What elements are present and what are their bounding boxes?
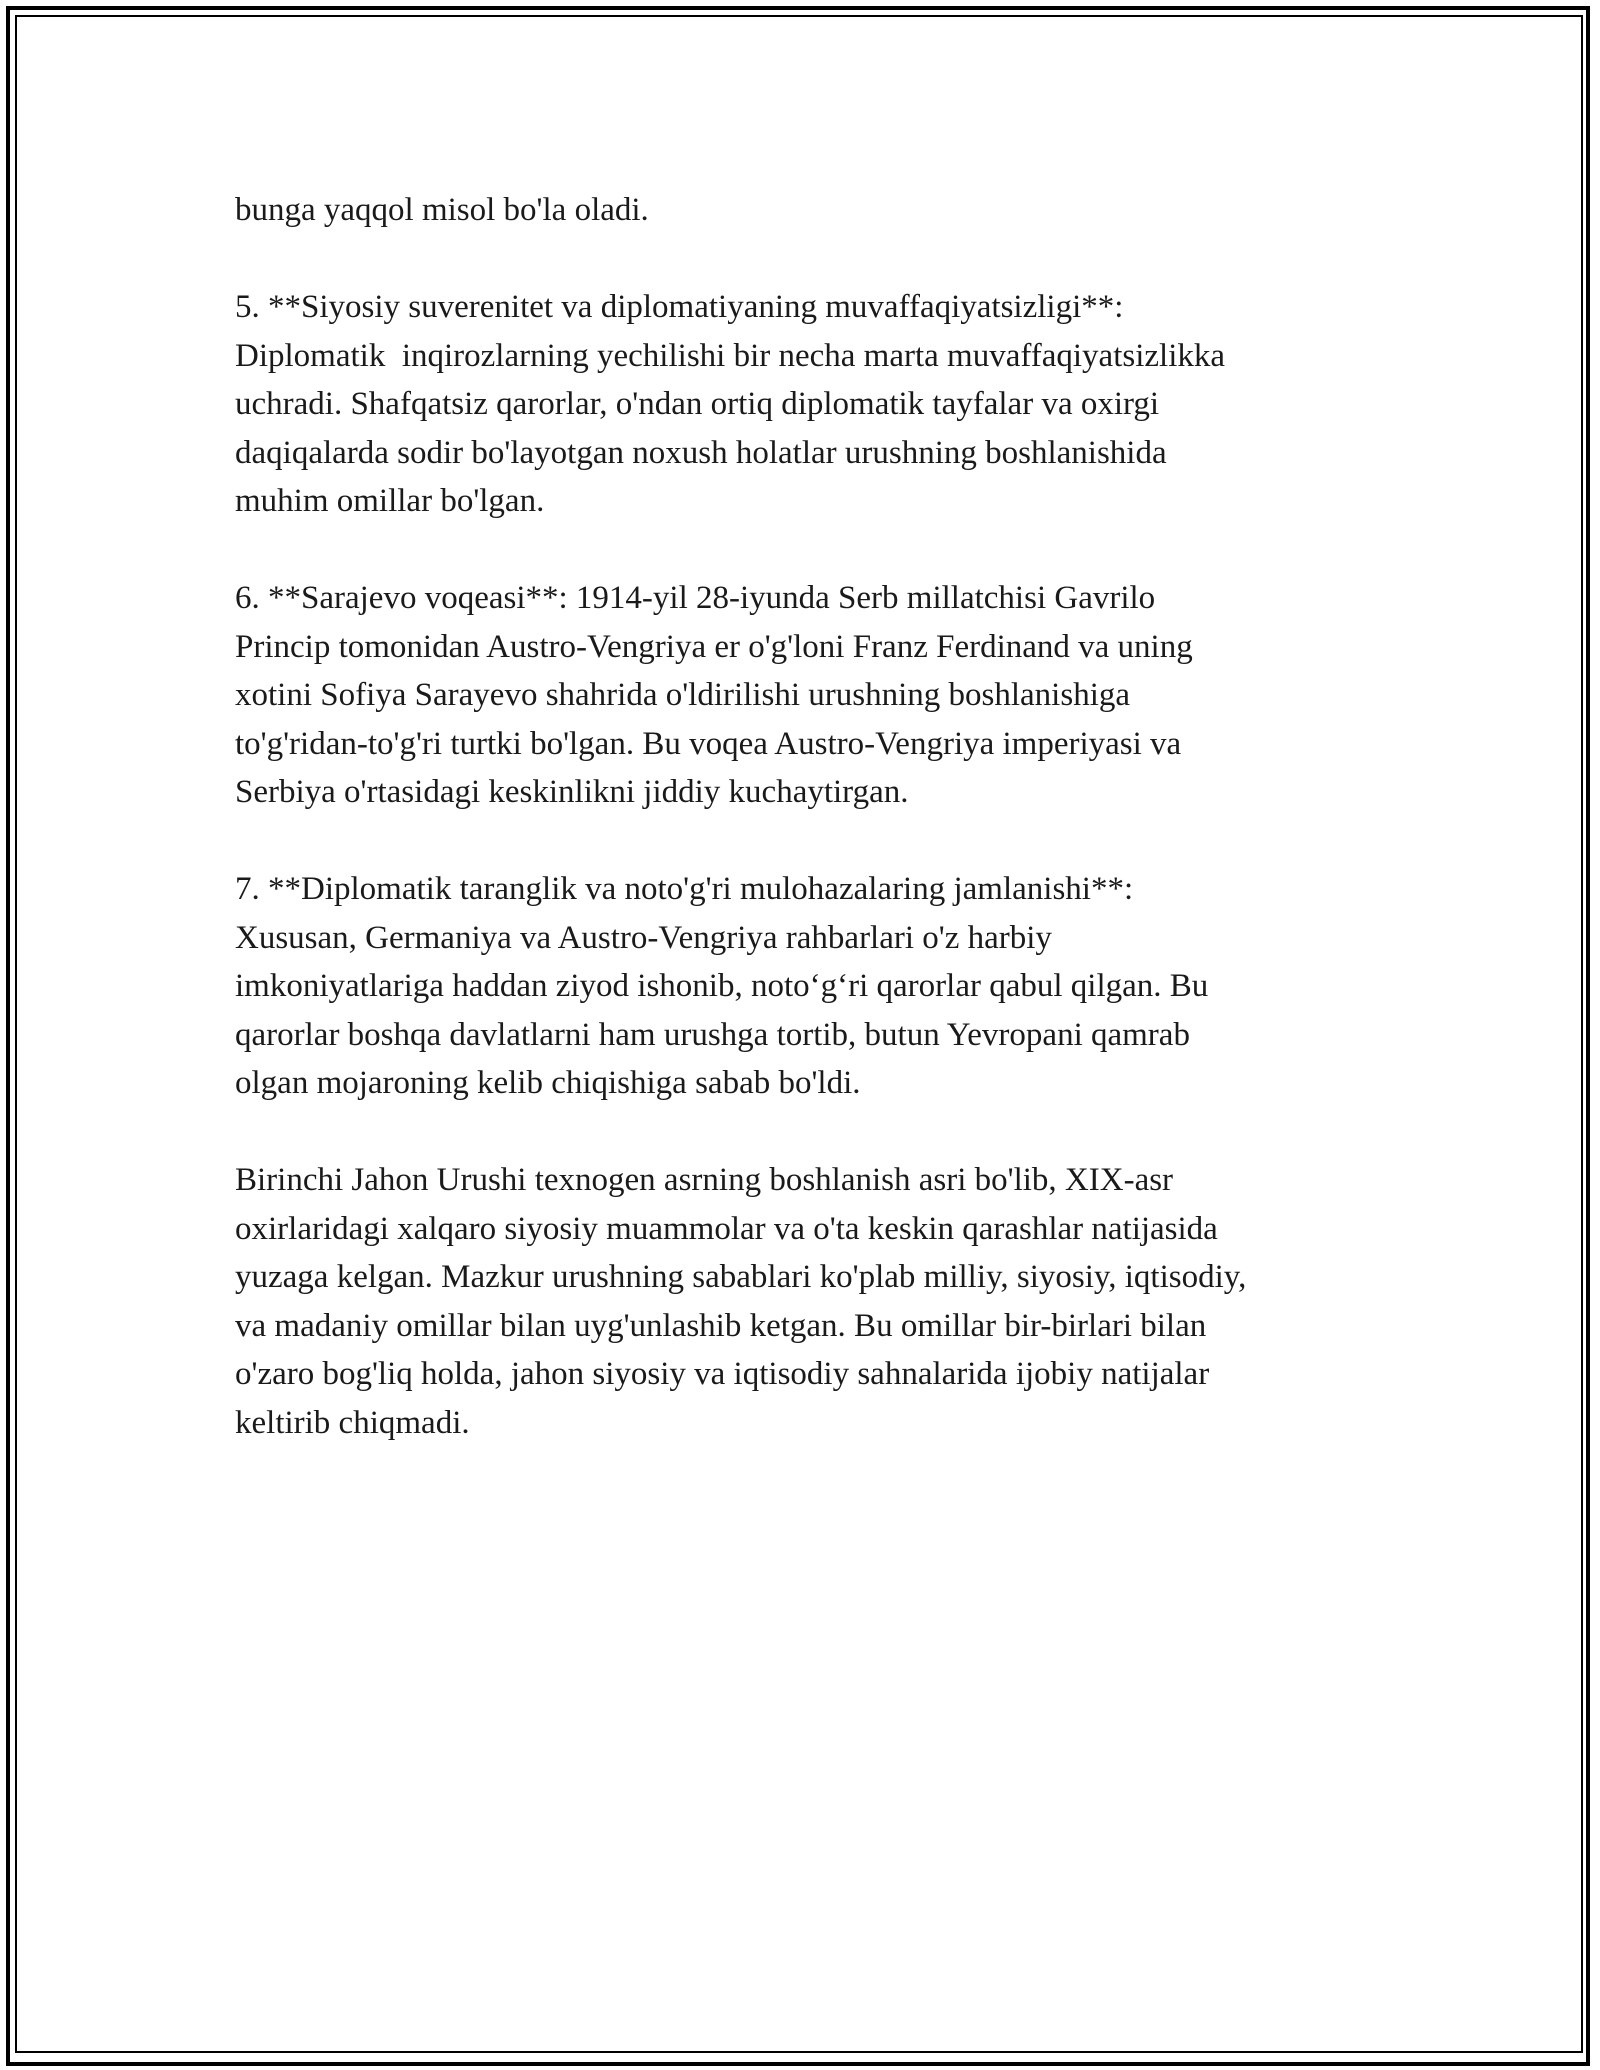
text-line: yuzaga kelgan. Mazkur urushning sabablari ko'plab milliy, siyosiy, iqtisodiy, — [235, 1259, 1247, 1295]
text-line: o'zaro bog'liq holda, jahon siyosiy va iqtisodiy sahnalarida ijobiy natijalar — [235, 1356, 1210, 1392]
text-line: Diplomatik inqirozlarning yechilishi bir necha marta muvaffaqiyatsizlikka — [235, 337, 1226, 374]
text-line: keltirib chiqmadi. — [235, 1404, 470, 1441]
paragraph-item-7 — [235, 865, 1380, 1108]
text-line: 6. **Sarajevo voqeasi**: 1914-yil 28-iyunda Serb millatchisi Gavrilo — [235, 580, 1156, 616]
text-line: muhim omillar bo'lgan. — [235, 483, 545, 519]
text-line: imkoniyatlariga haddan ziyod ishonib, noto‘g‘ri qarorlar qabul qilgan. Bu — [235, 968, 1209, 1004]
text-line: 7. **Diplomatik taranglik va noto'g'ri mulohazalaring jamlanishi**: — [235, 871, 1134, 907]
document-body — [235, 186, 1380, 1496]
text-line: Princip tomonidan Austro-Vengriya er o'g'loni Franz Ferdinand va uning — [235, 628, 1193, 665]
text-line: xotini Sofiya Sarayevo shahrida o'ldirilishi urushning boshlanishiga — [235, 677, 1131, 713]
paragraph-item-6 — [235, 574, 1380, 817]
text-line: oxirlaridagi xalqaro siyosiy muammolar va o'ta keskin qarashlar natijasida — [235, 1210, 1218, 1247]
text-line: Birinchi Jahon Urushi texnogen asrning boshlanish asri bo'lib, XIX-asr — [235, 1162, 1174, 1198]
paragraph-conclusion — [235, 1156, 1380, 1447]
text-line: 5. **Siyosiy suverenitet va diplomatiyaning muvaffaqiyatsizligi**: — [235, 289, 1124, 325]
text-line: uchradi. Shafqatsiz qarorlar, o'ndan ortiq diplomatik tayfalar va oxirgi — [235, 386, 1160, 422]
paragraph-continuation — [235, 186, 1380, 235]
text-line: olgan mojaroning kelib chiqishiga sabab bo'ldi. — [235, 1065, 861, 1101]
text-line: qarorlar boshqa davlatlarni ham urushga tortib, butun Yevropani qamrab — [235, 1016, 1190, 1053]
text-line: to'g'ridan-to'g'ri turtki bo'lgan. Bu voqea Austro-Vengriya imperiyasi va — [235, 725, 1182, 762]
paragraph-item-5 — [235, 283, 1380, 526]
text-line: daqiqalarda sodir bo'layotgan noxush holatlar urushning boshlanishida — [235, 434, 1167, 471]
text-line: bunga yaqqol misol bo'la oladi. — [235, 192, 649, 228]
text-line: va madaniy omillar bilan uyg'unlashib ketgan. Bu omillar bir-birlari bilan — [235, 1307, 1207, 1344]
text-line: Xususan, Germaniya va Austro-Vengriya rahbarlari o'z harbiy — [235, 919, 1052, 956]
text-line: Serbiya o'rtasidagi keskinlikni jiddiy kuchaytirgan. — [235, 774, 909, 810]
